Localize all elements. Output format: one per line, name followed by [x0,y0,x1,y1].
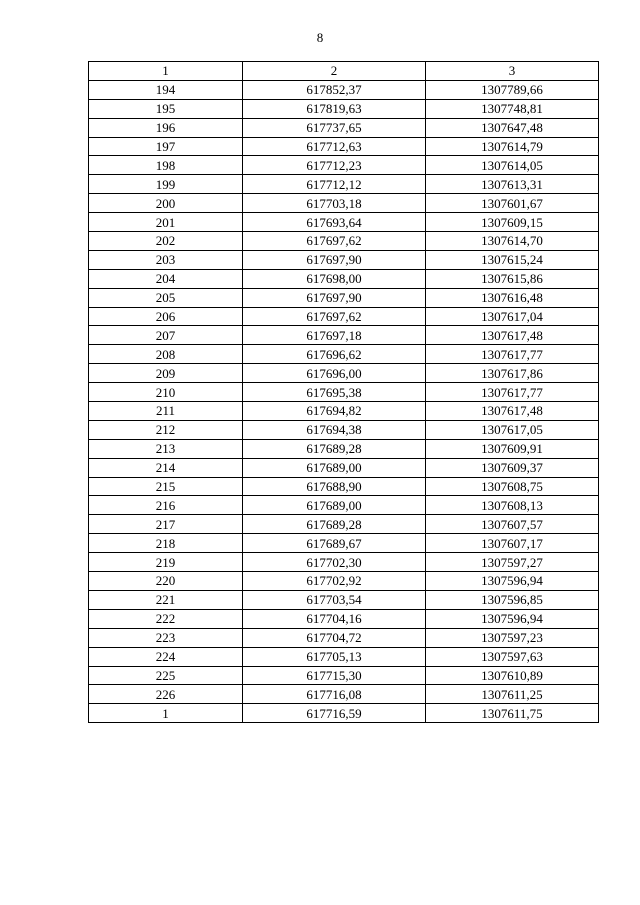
x-coordinate-cell: 617716,08 [243,685,426,704]
x-coordinate-cell: 617703,18 [243,194,426,213]
table-row [89,420,599,439]
x-coordinate-cell: 617704,16 [243,609,426,628]
table-row [89,80,599,99]
y-coordinate-cell: 1307610,89 [426,666,599,685]
table-row [89,307,599,326]
y-coordinate-cell: 1307597,27 [426,553,599,572]
point-number-cell: 214 [89,458,243,477]
x-coordinate-cell: 617697,18 [243,326,426,345]
table-row [89,628,599,647]
x-coordinate-cell: 617696,62 [243,345,426,364]
y-coordinate-cell: 1307614,70 [426,232,599,251]
point-number-cell: 201 [89,213,243,232]
y-coordinate-cell: 1307616,48 [426,288,599,307]
y-coordinate-cell: 1307596,85 [426,590,599,609]
table-row [89,250,599,269]
point-number-cell: 205 [89,288,243,307]
y-coordinate-cell: 1307647,48 [426,118,599,137]
point-number-cell: 217 [89,515,243,534]
x-coordinate-cell: 617697,62 [243,307,426,326]
y-coordinate-cell: 1307597,23 [426,628,599,647]
y-coordinate-cell: 1307789,66 [426,80,599,99]
y-coordinate-cell: 1307607,17 [426,534,599,553]
header-cell-point: 1 [89,62,243,81]
x-coordinate-cell: 617695,38 [243,383,426,402]
x-coordinate-cell: 617689,28 [243,439,426,458]
table-row [89,402,599,421]
point-number-cell: 196 [89,118,243,137]
table-row [89,439,599,458]
table-row [89,647,599,666]
x-coordinate-cell: 617705,13 [243,647,426,666]
point-number-cell: 209 [89,364,243,383]
y-coordinate-cell: 1307608,13 [426,496,599,515]
point-number-cell: 206 [89,307,243,326]
table-row [89,345,599,364]
x-coordinate-cell: 617696,00 [243,364,426,383]
table-row [89,553,599,572]
x-coordinate-cell: 617697,62 [243,232,426,251]
y-coordinate-cell: 1307615,24 [426,250,599,269]
x-coordinate-cell: 617819,63 [243,99,426,118]
x-coordinate-cell: 617852,37 [243,80,426,99]
x-coordinate-cell: 617689,00 [243,458,426,477]
point-number-cell: 202 [89,232,243,251]
x-coordinate-cell: 617704,72 [243,628,426,647]
x-coordinate-cell: 617688,90 [243,477,426,496]
table-row [89,534,599,553]
table-row [89,383,599,402]
y-coordinate-cell: 1307614,79 [426,137,599,156]
x-coordinate-cell: 617698,00 [243,269,426,288]
y-coordinate-cell: 1307617,77 [426,383,599,402]
table-row [89,572,599,591]
point-number-cell: 197 [89,137,243,156]
y-coordinate-cell: 1307596,94 [426,572,599,591]
x-coordinate-cell: 617712,23 [243,156,426,175]
header-cell-x: 2 [243,62,426,81]
table-row [89,194,599,213]
y-coordinate-cell: 1307613,31 [426,175,599,194]
point-number-cell: 211 [89,402,243,421]
point-number-cell: 215 [89,477,243,496]
table-row [89,156,599,175]
y-coordinate-cell: 1307611,75 [426,704,599,723]
table-row [89,609,599,628]
x-coordinate-cell: 617694,38 [243,420,426,439]
y-coordinate-cell: 1307601,67 [426,194,599,213]
y-coordinate-cell: 1307617,48 [426,326,599,345]
table-row [89,326,599,345]
y-coordinate-cell: 1307617,48 [426,402,599,421]
point-number-cell: 226 [89,685,243,704]
x-coordinate-cell: 617716,59 [243,704,426,723]
x-coordinate-cell: 617689,28 [243,515,426,534]
x-coordinate-cell: 617697,90 [243,288,426,307]
point-number-cell: 204 [89,269,243,288]
point-number-cell: 1 [89,704,243,723]
table-row [89,99,599,118]
point-number-cell: 207 [89,326,243,345]
y-coordinate-cell: 1307614,05 [426,156,599,175]
table-row [89,704,599,723]
table-row [89,590,599,609]
point-number-cell: 212 [89,420,243,439]
point-number-cell: 223 [89,628,243,647]
y-coordinate-cell: 1307748,81 [426,99,599,118]
header-cell-y: 3 [426,62,599,81]
point-number-cell: 213 [89,439,243,458]
x-coordinate-cell: 617703,54 [243,590,426,609]
point-number-cell: 198 [89,156,243,175]
point-number-cell: 200 [89,194,243,213]
point-number-cell: 216 [89,496,243,515]
point-number-cell: 194 [89,80,243,99]
point-number-cell: 195 [89,99,243,118]
y-coordinate-cell: 1307611,25 [426,685,599,704]
x-coordinate-cell: 617702,92 [243,572,426,591]
y-coordinate-cell: 1307609,37 [426,458,599,477]
y-coordinate-cell: 1307615,86 [426,269,599,288]
table-row [89,477,599,496]
page-number: 8 [316,30,324,45]
x-coordinate-cell: 617689,00 [243,496,426,515]
x-coordinate-cell: 617737,65 [243,118,426,137]
x-coordinate-cell: 617712,63 [243,137,426,156]
point-number-cell: 218 [89,534,243,553]
y-coordinate-cell: 1307597,63 [426,647,599,666]
table-row [89,685,599,704]
x-coordinate-cell: 617693,64 [243,213,426,232]
table-row [89,175,599,194]
point-number-cell: 210 [89,383,243,402]
table-row [89,269,599,288]
point-number-cell: 222 [89,609,243,628]
y-coordinate-cell: 1307607,57 [426,515,599,534]
table-row [89,288,599,307]
y-coordinate-cell: 1307617,05 [426,420,599,439]
y-coordinate-cell: 1307596,94 [426,609,599,628]
table-row [89,213,599,232]
x-coordinate-cell: 617715,30 [243,666,426,685]
x-coordinate-cell: 617689,67 [243,534,426,553]
y-coordinate-cell: 1307617,86 [426,364,599,383]
x-coordinate-cell: 617697,90 [243,250,426,269]
x-coordinate-cell: 617694,82 [243,402,426,421]
point-number-cell: 203 [89,250,243,269]
point-number-cell: 224 [89,647,243,666]
table-row [89,458,599,477]
point-number-cell: 221 [89,590,243,609]
table-row [89,137,599,156]
point-number-cell: 208 [89,345,243,364]
y-coordinate-cell: 1307608,75 [426,477,599,496]
table-row [89,496,599,515]
x-coordinate-cell: 617712,12 [243,175,426,194]
coordinates-table [88,61,599,723]
table-header-row [89,62,599,81]
table-row [89,364,599,383]
x-coordinate-cell: 617702,30 [243,553,426,572]
y-coordinate-cell: 1307609,91 [426,439,599,458]
point-number-cell: 225 [89,666,243,685]
y-coordinate-cell: 1307617,77 [426,345,599,364]
point-number-cell: 220 [89,572,243,591]
point-number-cell: 199 [89,175,243,194]
table-row [89,232,599,251]
y-coordinate-cell: 1307617,04 [426,307,599,326]
point-number-cell: 219 [89,553,243,572]
table-row [89,118,599,137]
table-body [89,62,599,723]
table-row [89,666,599,685]
y-coordinate-cell: 1307609,15 [426,213,599,232]
table-row [89,515,599,534]
